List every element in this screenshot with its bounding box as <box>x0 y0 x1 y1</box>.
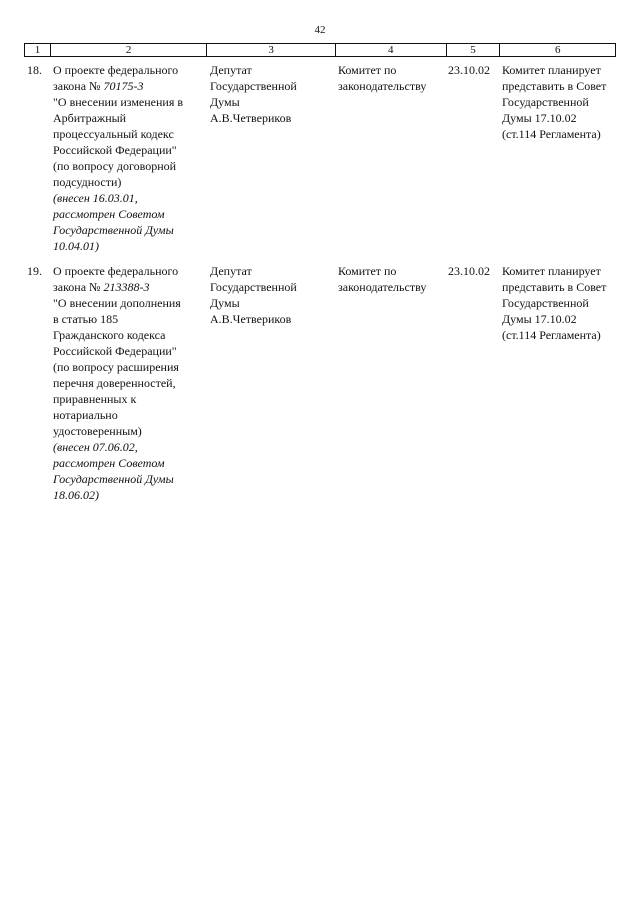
entry-number: 19. <box>27 264 42 278</box>
topic-line: (по вопросу договорной <box>53 159 177 173</box>
committee-decision <box>502 62 617 142</box>
entry-date: 23.10.02 <box>448 63 490 77</box>
law-name-line: "О внесении изменения в <box>53 95 184 109</box>
law-name-line: Российской Федерации" <box>53 143 177 157</box>
history-line: Государственной Думы <box>53 223 174 237</box>
bill-subject <box>53 263 208 503</box>
responsible-committee <box>338 263 448 295</box>
history-line: 10.04.01) <box>53 239 99 253</box>
topic-line: нотариально <box>53 408 118 422</box>
topic-line: перечня доверенностей, <box>53 376 176 390</box>
decision-line: (ст.114 Регламента) <box>502 127 601 141</box>
decision-line: Государственной <box>502 296 589 310</box>
author-line: Депутат <box>210 264 252 278</box>
committee-line: Комитет по <box>338 63 397 77</box>
decision-line: представить в Совет <box>502 280 607 294</box>
author-line: Государственной <box>210 280 297 294</box>
table-row <box>24 62 616 252</box>
history-line: 18.06.02) <box>53 488 99 502</box>
decision-line: представить в Совет <box>502 79 607 93</box>
decision-line: Думы 17.10.02 <box>502 312 577 326</box>
column-header-1: 1 <box>25 44 51 56</box>
law-number-line <box>53 78 208 94</box>
law-name-line: Арбитражный <box>53 111 127 125</box>
responsible-committee <box>338 62 448 94</box>
committee-line: законодательству <box>338 280 427 294</box>
topic-line: подсудности) <box>53 175 122 189</box>
column-header-3: 3 <box>207 44 336 56</box>
committee-decision <box>502 263 617 343</box>
entry-number: 18. <box>27 63 42 77</box>
topic-line: приравненных к <box>53 392 137 406</box>
page-number: 42 <box>314 24 326 36</box>
law-name-line: Гражданского кодекса <box>53 328 166 342</box>
author-line: А.В.Четвериков <box>210 312 292 326</box>
committee-line: законодательству <box>338 79 427 93</box>
entry-date: 23.10.02 <box>448 264 490 278</box>
law-label: закона № <box>53 280 101 294</box>
column-header-5: 5 <box>447 44 501 56</box>
author-line: А.В.Четвериков <box>210 111 292 125</box>
author-line: Думы <box>210 296 240 310</box>
column-header-6: 6 <box>554 44 561 56</box>
decision-line: Государственной <box>502 95 589 109</box>
table-header-row <box>24 43 616 57</box>
column-header-2: 2 <box>51 44 207 56</box>
law-name-line: "О внесении дополнения <box>53 296 181 310</box>
law-name-line: процессуальный кодекс <box>53 127 174 141</box>
history-line: рассмотрен Советом <box>53 456 165 470</box>
author-line: Думы <box>210 95 240 109</box>
topic-line: (по вопросу расширения <box>53 360 179 374</box>
history-line: (внесен 07.06.02, <box>53 440 138 454</box>
committee-line: Комитет по <box>338 264 397 278</box>
decision-line: Комитет планирует <box>502 63 601 77</box>
history-line: рассмотрен Советом <box>53 207 165 221</box>
law-number: 70175-3 <box>103 79 144 93</box>
law-label: закона № <box>53 79 101 93</box>
decision-line: Думы 17.10.02 <box>502 111 577 125</box>
law-name-line: в статью 185 <box>53 312 119 326</box>
bill-author <box>210 263 335 327</box>
column-header-4: 4 <box>336 44 447 56</box>
law-number: 213388-3 <box>103 280 150 294</box>
author-line: Депутат <box>210 63 252 77</box>
law-number-line <box>53 279 208 295</box>
decision-line: Комитет планирует <box>502 264 601 278</box>
subject-title: О проекте федерального <box>53 264 179 278</box>
author-line: Государственной <box>210 79 297 93</box>
history-line: Государственной Думы <box>53 472 174 486</box>
topic-line: удостоверенным) <box>53 424 142 438</box>
subject-title: О проекте федерального <box>53 63 179 77</box>
bill-subject <box>53 62 208 254</box>
decision-line: (ст.114 Регламента) <box>502 328 601 342</box>
law-name-line: Российской Федерации" <box>53 344 177 358</box>
bill-author <box>210 62 335 126</box>
history-line: (внесен 16.03.01, <box>53 191 138 205</box>
table-row <box>24 263 616 502</box>
